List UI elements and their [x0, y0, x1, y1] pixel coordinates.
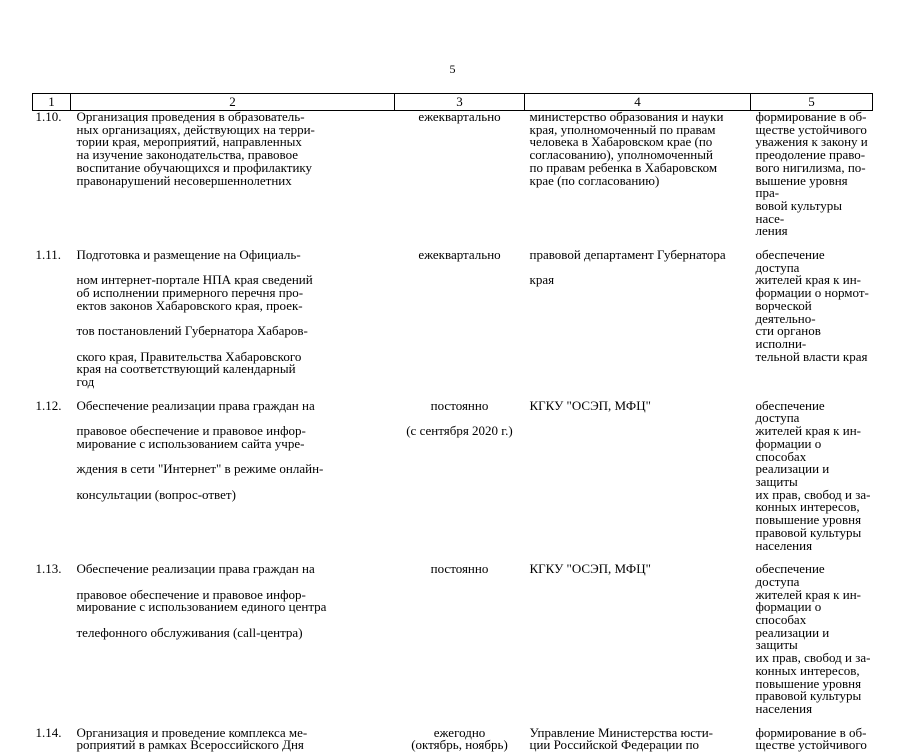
- result-text: обеспечение доступа: [751, 563, 873, 588]
- deadline-text: ежегодно: [395, 727, 525, 740]
- spacer-cell: [751, 716, 873, 727]
- table-row-line: [33, 300, 873, 325]
- executor-text: [525, 690, 751, 703]
- row-number-blank: [33, 162, 71, 175]
- row-number-blank: [33, 149, 71, 162]
- row-number-blank: [33, 200, 71, 225]
- row-number-blank: [33, 274, 71, 287]
- row-number-blank: [33, 703, 71, 716]
- executor-text: [525, 589, 751, 602]
- measure-text: ном интернет-портале НПА края сведений: [71, 274, 395, 287]
- result-text: [751, 363, 873, 376]
- table-row-line: [33, 363, 873, 376]
- measure-text: ского края, Правительства Хабаровского: [71, 351, 395, 364]
- spacer-cell: [395, 716, 525, 727]
- executor-text: [525, 376, 751, 389]
- row-number-blank: [33, 739, 71, 752]
- measure-text: тории края, мероприятий, направленных: [71, 136, 395, 149]
- result-text: правовой культуры: [751, 690, 873, 703]
- deadline-text: [395, 300, 525, 325]
- measure-text: мирование с использованием сайта учре-: [71, 438, 395, 463]
- table-row-line: [33, 175, 873, 200]
- executor-text: [525, 463, 751, 488]
- deadline-text: [395, 463, 525, 488]
- result-text: вышение уровня пра-: [751, 175, 873, 200]
- result-text: конных интересов,: [751, 665, 873, 678]
- executor-text: [525, 514, 751, 527]
- result-text: конных интересов,: [751, 501, 873, 514]
- table-row-line: [33, 501, 873, 514]
- result-text: реализации и защиты: [751, 627, 873, 652]
- measure-text: Подготовка и размещение на Официаль-: [71, 249, 395, 274]
- executor-text: правовой департамент Губернатора: [525, 249, 751, 274]
- deadline-text: [395, 162, 525, 175]
- deadline-text: [395, 652, 525, 665]
- deadline-text: [395, 527, 525, 540]
- measure-text: [71, 200, 395, 225]
- row-number-blank: [33, 124, 71, 137]
- measure-text: [71, 514, 395, 527]
- row-number: 1.14.: [33, 727, 71, 740]
- deadline-text: постоянно: [395, 400, 525, 425]
- table-row-line: [33, 376, 873, 389]
- deadline-text: [395, 325, 525, 350]
- column-header-executor: 4: [525, 94, 751, 111]
- deadline-text: [395, 678, 525, 691]
- measure-text: [71, 527, 395, 540]
- executor-text: [525, 438, 751, 463]
- deadline-text: ежеквартально: [395, 111, 525, 124]
- spacer-cell: [33, 716, 71, 727]
- result-text: ществе устойчивого: [751, 124, 873, 137]
- deadline-text: [395, 200, 525, 225]
- measure-text: телефонного обслуживания (call-центра): [71, 627, 395, 652]
- deadline-text: [395, 665, 525, 678]
- deadline-text: [395, 175, 525, 200]
- table-row-line: [33, 540, 873, 553]
- executor-text: края, уполномоченный по правам: [525, 124, 751, 137]
- result-text: населения: [751, 703, 873, 716]
- table-row-line: [33, 678, 873, 691]
- result-text: вовой культуры насе-: [751, 200, 873, 225]
- row-number-blank: [33, 376, 71, 389]
- row-number-blank: [33, 300, 71, 325]
- executor-text: министерство образования и науки: [525, 111, 751, 124]
- result-text: формирование в об-: [751, 111, 873, 124]
- table-row-line: [33, 652, 873, 665]
- row-number-blank: [33, 463, 71, 488]
- deadline-text: [395, 376, 525, 389]
- row-number-blank: [33, 351, 71, 364]
- table-row-line: [33, 727, 873, 740]
- row-number: 1.12.: [33, 400, 71, 425]
- deadline-text: [395, 690, 525, 703]
- measure-text: [71, 703, 395, 716]
- executor-text: [525, 652, 751, 665]
- measure-text: Организация проведения в образователь-: [71, 111, 395, 124]
- table-row-line: [33, 463, 873, 488]
- measure-text: [71, 501, 395, 514]
- row-number-blank: [33, 363, 71, 376]
- measure-text: мирование с использованием единого центра: [71, 601, 395, 626]
- row-number-blank: [33, 652, 71, 665]
- deadline-text: [395, 274, 525, 287]
- row-number-blank: [33, 678, 71, 691]
- result-text: вого нигилизма, по-: [751, 162, 873, 175]
- table-row-line: [33, 703, 873, 716]
- row-number-blank: [33, 690, 71, 703]
- table-row-line: [33, 200, 873, 225]
- executor-text: [525, 489, 751, 502]
- executor-text: края: [525, 274, 751, 287]
- row-number-blank: [33, 175, 71, 200]
- measure-text: воспитание обучающихся и профилактику: [71, 162, 395, 175]
- column-header-number: 1: [33, 94, 71, 111]
- measure-text: консультации (вопрос-ответ): [71, 489, 395, 502]
- result-text: повышение уровня: [751, 514, 873, 527]
- measure-text: на изучение законодательства, правовое: [71, 149, 395, 162]
- result-text: жителей края к ин-: [751, 274, 873, 287]
- deadline-text: [395, 540, 525, 553]
- deadline-text: [395, 438, 525, 463]
- executor-text: человека в Хабаровском крае (по: [525, 136, 751, 149]
- executor-text: [525, 363, 751, 376]
- row-number-blank: [33, 225, 71, 238]
- row-number-blank: [33, 425, 71, 438]
- executor-text: [525, 501, 751, 514]
- table-row-line: [33, 563, 873, 588]
- column-header-result: 5: [751, 94, 873, 111]
- table-row-line: [33, 739, 873, 752]
- row-number-blank: [33, 136, 71, 149]
- table-row-line: [33, 400, 873, 425]
- row-number-blank: [33, 601, 71, 626]
- result-text: сти органов исполни-: [751, 325, 873, 350]
- executor-text: [525, 300, 751, 325]
- deadline-text: [395, 489, 525, 502]
- executor-text: [525, 325, 751, 350]
- result-text: формирование в об-: [751, 727, 873, 740]
- result-text: формации о способах: [751, 601, 873, 626]
- deadline-text: [395, 514, 525, 527]
- table-row-line: [33, 249, 873, 274]
- measure-text: [71, 652, 395, 665]
- measure-text: [71, 540, 395, 553]
- result-text: их прав, свобод и за-: [751, 489, 873, 502]
- spacer-cell: [525, 716, 751, 727]
- executor-text: [525, 425, 751, 438]
- spacer-cell: [71, 716, 395, 727]
- result-text: ления: [751, 225, 873, 238]
- table-row-line: [33, 665, 873, 678]
- row-number-blank: [33, 527, 71, 540]
- result-text: [751, 376, 873, 389]
- row-number-blank: [33, 514, 71, 527]
- row-number-blank: [33, 438, 71, 463]
- column-header-deadline: 3: [395, 94, 525, 111]
- deadline-text: [395, 703, 525, 716]
- result-text: их прав, свобод и за-: [751, 652, 873, 665]
- table-header-row: [33, 94, 873, 111]
- row-spacer: [33, 716, 873, 727]
- executor-text: КГКУ "ОСЭП, МФЦ": [525, 400, 751, 425]
- measure-text: год: [71, 376, 395, 389]
- deadline-text: [395, 287, 525, 300]
- measure-text: тов постановлений Губернатора Хабаров-: [71, 325, 395, 350]
- executor-text: [525, 225, 751, 238]
- measure-text: ектов законов Хабаровского края, проек-: [71, 300, 395, 325]
- executor-text: [525, 627, 751, 652]
- executor-text: Управление Министерства юсти-: [525, 727, 751, 740]
- table-row-line: [33, 690, 873, 703]
- table-row-line: [33, 514, 873, 527]
- executor-text: согласованию), уполномоченный: [525, 149, 751, 162]
- row-number-blank: [33, 665, 71, 678]
- executor-text: по правам ребенка в Хабаровском: [525, 162, 751, 175]
- page-number: 5: [0, 62, 905, 76]
- result-text: обеспечение доступа: [751, 249, 873, 274]
- deadline-text: [395, 136, 525, 149]
- result-text: жителей края к ин-: [751, 425, 873, 438]
- executor-text: [525, 200, 751, 225]
- result-text: формации о нормот-: [751, 287, 873, 300]
- measure-text: [71, 678, 395, 691]
- deadline-text: (с сентября 2020 г.): [395, 425, 525, 438]
- deadline-text: [395, 627, 525, 652]
- measure-text: Обеспечение реализации права граждан на: [71, 400, 395, 425]
- column-header-measure: 2: [71, 94, 395, 111]
- result-text: тельной власти края: [751, 351, 873, 364]
- row-number: 1.11.: [33, 249, 71, 274]
- executor-text: [525, 287, 751, 300]
- measure-text: Обеспечение реализации права граждан на: [71, 563, 395, 588]
- measures-table: [32, 93, 873, 752]
- result-text: повышение уровня: [751, 678, 873, 691]
- row-number-blank: [33, 627, 71, 652]
- measure-text: [71, 225, 395, 238]
- measure-text: [71, 665, 395, 678]
- deadline-text: [395, 225, 525, 238]
- result-text: ществе устойчивого: [751, 739, 873, 752]
- result-text: населения: [751, 540, 873, 553]
- measure-text: ждения в сети "Интернет" в режиме онлайн-: [71, 463, 395, 488]
- deadline-text: (октябрь, ноябрь): [395, 739, 525, 752]
- table-row-line: [33, 225, 873, 238]
- row-number: 1.13.: [33, 563, 71, 588]
- executor-text: [525, 601, 751, 626]
- deadline-text: [395, 501, 525, 514]
- deadline-text: [395, 601, 525, 626]
- result-text: жителей края к ин-: [751, 589, 873, 602]
- executor-text: [525, 678, 751, 691]
- measure-text: об исполнении примерного перечня про-: [71, 287, 395, 300]
- result-text: ворческой деятельно-: [751, 300, 873, 325]
- deadline-text: [395, 589, 525, 602]
- executor-text: ции Российской Федерации по: [525, 739, 751, 752]
- deadline-text: постоянно: [395, 563, 525, 588]
- table-row-line: [33, 325, 873, 350]
- measure-text: края на соответствующий календарный: [71, 363, 395, 376]
- measure-text: Организация и проведение комплекса ме-: [71, 727, 395, 740]
- result-text: обеспечение доступа: [751, 400, 873, 425]
- table-row-line: [33, 601, 873, 626]
- deadline-text: [395, 124, 525, 137]
- deadline-text: ежеквартально: [395, 249, 525, 274]
- table-row-line: [33, 627, 873, 652]
- table-body: [33, 111, 873, 752]
- executor-text: КГКУ "ОСЭП, МФЦ": [525, 563, 751, 588]
- result-text: реализации и защиты: [751, 463, 873, 488]
- measure-text: [71, 690, 395, 703]
- result-text: уважения к закону и: [751, 136, 873, 149]
- deadline-text: [395, 149, 525, 162]
- table-row-line: [33, 489, 873, 502]
- executor-text: [525, 527, 751, 540]
- measure-text: роприятий в рамках Всероссийского Дня: [71, 739, 395, 752]
- row-number-blank: [33, 540, 71, 553]
- measure-text: правонарушений несовершеннолетних: [71, 175, 395, 200]
- measure-text: правовое обеспечение и правовое инфор-: [71, 589, 395, 602]
- executor-text: крае (по согласованию): [525, 175, 751, 200]
- executor-text: [525, 540, 751, 553]
- measure-text: ных организациях, действующих на терри-: [71, 124, 395, 137]
- result-text: преодоление право-: [751, 149, 873, 162]
- row-number-blank: [33, 325, 71, 350]
- result-text: правовой культуры: [751, 527, 873, 540]
- row-number-blank: [33, 589, 71, 602]
- executor-text: [525, 665, 751, 678]
- deadline-text: [395, 363, 525, 376]
- row-number: 1.10.: [33, 111, 71, 124]
- row-number-blank: [33, 501, 71, 514]
- row-number-blank: [33, 287, 71, 300]
- result-text: формации о способах: [751, 438, 873, 463]
- table-row-line: [33, 527, 873, 540]
- row-number-blank: [33, 489, 71, 502]
- executor-text: [525, 351, 751, 364]
- table-row-line: [33, 438, 873, 463]
- measure-text: правовое обеспечение и правовое инфор-: [71, 425, 395, 438]
- executor-text: [525, 703, 751, 716]
- deadline-text: [395, 351, 525, 364]
